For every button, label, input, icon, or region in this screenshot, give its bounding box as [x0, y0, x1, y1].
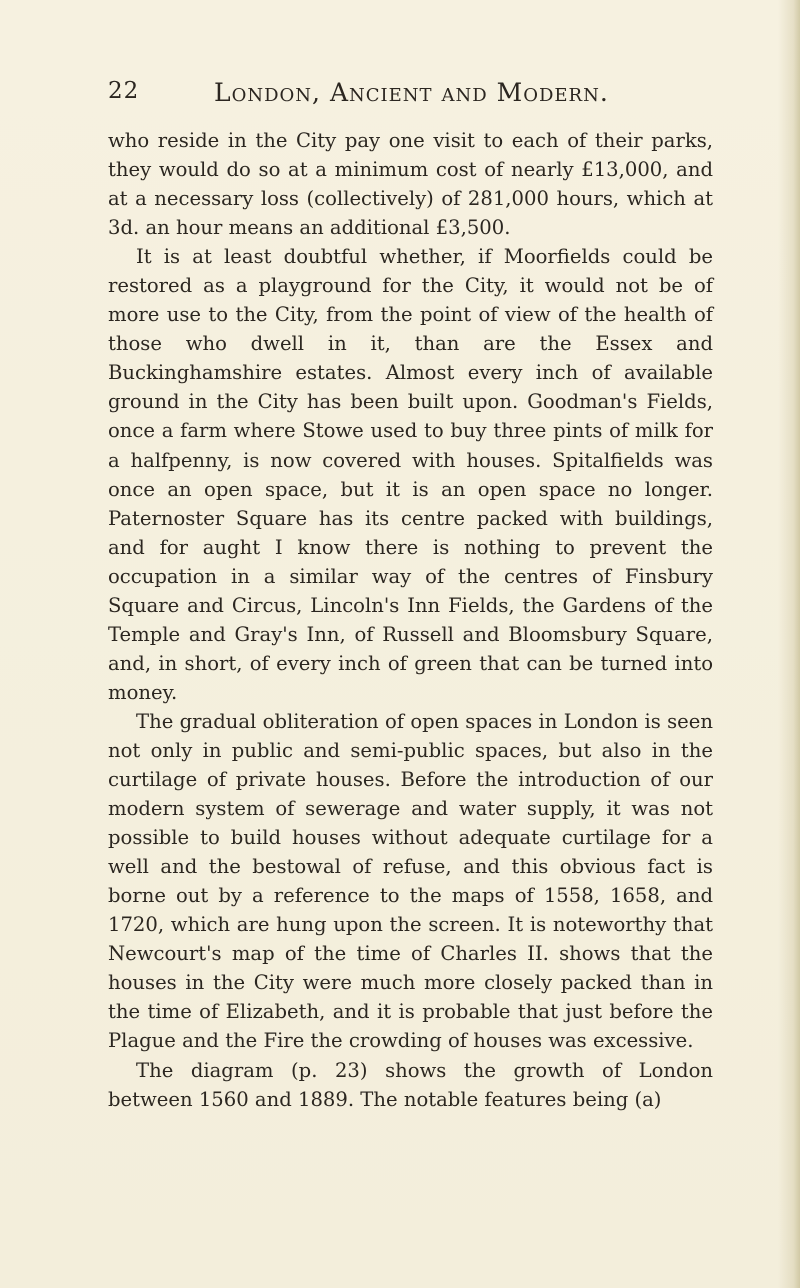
running-head	[108, 78, 708, 112]
paragraph-open-spaces: The gradual obliteration of open spaces in London is seen not only in public and semi-public spaces, but also in the curtilage of private houses. Before the introduction of our modern system of sewerage and water supply, it was not possible to build houses without adequate curtilage for a well and the bestowal of refuse, and this obvious fact is borne out by a reference to the maps of 1558, 1658, and 1720, which are hung upon the screen. It is noteworthy that Newcourt's map of the time of Charles II. shows that the houses in the City were much more closely packed than in the time of Elizabeth, and it is probable that just before the Plague and the Fire the crowding of houses was excessive.	[108, 709, 713, 1053]
page-number: 22	[108, 78, 140, 104]
paragraph-diagram: The diagram (p. 23) shows the growth of London between 1560 and 1889. The notable features being (a)	[108, 1058, 713, 1111]
paragraph-continuation: who reside in the City pay one visit to each of their parks, they would do so at a minimum cost of nearly £13,000, and at a necessary loss (collectively) of 281,000 hours, which at 3d. an hour means an additional £3,500.	[108, 129, 713, 240]
page-edge-shadow	[778, 0, 800, 1288]
running-title: London, Ancient and Modern.	[214, 78, 609, 107]
body-text	[108, 126, 713, 1114]
paragraph-moorfields: It is at least doubtful whether, if Moorfields could be restored as a playground for the City, it would not be of more use to the City, from the point of view of the health of those who dwell in it, than are the Essex and Buckinghamshire estates. Almost every inch of available ground in the City has been built upon. Goodman's Fields, once a farm where Stowe used to buy three pints of milk for a halfpenny, is now covered with houses. Spitalfields was once an open space, but it is an open space no longer. Paternoster Square has its centre packed with buildings, and for aught I know there is nothing to prevent the occupation in a similar way of the centres of Finsbury Square and Circus, Lincoln's Inn Fields, the Gardens of the Temple and Gray's Inn, of Russell and Bloomsbury Square, and, in short, of every inch of green that can be turned into money.	[108, 245, 713, 704]
